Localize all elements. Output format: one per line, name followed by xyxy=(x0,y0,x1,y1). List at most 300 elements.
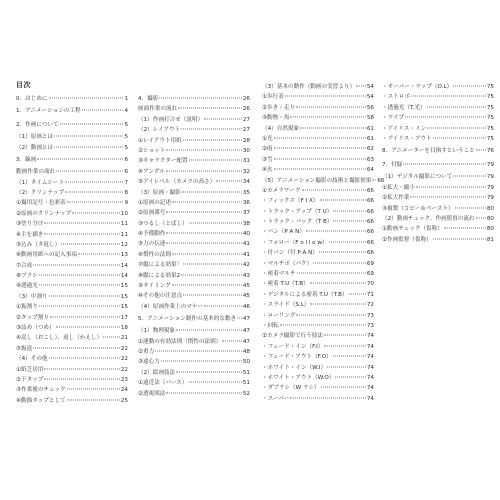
toc-entry-page: 74 xyxy=(366,333,374,340)
toc-entry xyxy=(16,333,128,343)
toc-entry-page: 74 xyxy=(366,395,374,402)
toc-entry xyxy=(16,240,128,250)
toc-entry xyxy=(16,365,128,375)
toc-entry-page: 56 xyxy=(366,104,374,111)
toc-entry-page: 47 xyxy=(242,328,250,335)
toc-entry xyxy=(262,269,374,279)
toc-entry-title: 画面作業の流れ xyxy=(138,106,178,113)
toc-entry-title: ②カメラ撮影で行う技法 xyxy=(262,333,323,340)
toc-entry-title: ⑤込み（タ返し） xyxy=(16,241,61,248)
toc-entry xyxy=(138,136,250,146)
toc-dot-leader xyxy=(33,347,120,348)
toc-entry-title: ④主を描き xyxy=(16,231,44,238)
toc-dot-leader xyxy=(65,181,123,182)
toc-dot-leader xyxy=(183,139,242,140)
toc-entry-page: 66 xyxy=(366,208,374,215)
toc-entry-page: 22 xyxy=(120,345,128,352)
toc-entry xyxy=(382,113,494,123)
toc-entry xyxy=(262,238,374,248)
toc-entry-title: ⑥動画用紙への記入事項 xyxy=(16,252,77,259)
toc-entry-page: 41 xyxy=(242,241,250,248)
toc-entry-page: 4 xyxy=(124,108,128,115)
toc-entry-title: ①歩行表 xyxy=(262,94,284,101)
toc-column-1 xyxy=(16,94,128,406)
toc-entry-title: ③塗り分け xyxy=(16,221,44,228)
toc-entry-page: 13 xyxy=(120,252,128,259)
toc-entry-title: ・トラック・アップ（T U） xyxy=(262,208,333,215)
toc-dot-leader xyxy=(319,252,366,253)
toc-entry xyxy=(262,363,374,373)
toc-entry xyxy=(262,279,374,289)
toc-dot-leader xyxy=(44,223,119,224)
toc-entry-page: 80 xyxy=(486,215,494,222)
toc-dot-leader xyxy=(324,335,366,336)
toc-entry xyxy=(262,383,374,393)
toc-entry-title: ③遠心力 xyxy=(138,359,160,366)
toc-entry-page: 64 xyxy=(366,167,374,174)
toc-dot-leader xyxy=(61,243,120,244)
toc-entry-page: 24 xyxy=(120,387,128,394)
toc-dot-leader xyxy=(280,324,366,325)
toc-entry xyxy=(138,357,250,367)
toc-entry xyxy=(16,104,128,118)
toc-entry xyxy=(262,124,374,134)
toc-entry xyxy=(16,230,128,240)
toc-entry-page: 30 xyxy=(242,147,250,154)
toc-entry-title: ・フェード・アウト（F.O） xyxy=(262,354,332,361)
toc-entry-page: 40 xyxy=(242,231,250,238)
toc-entry xyxy=(262,373,374,383)
toc-entry-page: 72 xyxy=(366,302,374,309)
toc-dot-leader xyxy=(411,96,486,97)
toc-dot-leader xyxy=(274,137,366,138)
toc-entry xyxy=(138,94,250,104)
toc-entry-title: ④動描タップとして xyxy=(16,397,66,404)
toc-entry-title: ④戻し（おこし）、返し（かえし） xyxy=(16,335,103,342)
toc-entry-page: 80 xyxy=(486,226,494,233)
toc-entry-title: ⑦合成 xyxy=(16,262,33,269)
toc-dot-leader xyxy=(290,397,365,398)
toc-entry xyxy=(16,396,128,406)
toc-entry xyxy=(262,207,374,217)
toc-dot-leader xyxy=(290,117,365,118)
toc-entry-title: ・透過光（T.光） xyxy=(382,104,426,111)
toc-entry xyxy=(382,172,494,182)
toc-entry-title: ②下タップ xyxy=(16,376,44,383)
toc-dot-leader xyxy=(82,110,124,111)
toc-dot-leader xyxy=(310,304,365,305)
toc-dot-leader xyxy=(166,233,241,234)
toc-entry xyxy=(16,292,128,302)
toc-entry-page: 14 xyxy=(120,273,128,280)
toc-entry-page: 41 xyxy=(242,251,250,258)
toc-entry-title: （1）作画打合せ（説明） xyxy=(138,116,204,123)
toc-entry-title: ⑩その他の注意点 xyxy=(138,293,183,300)
toc-entry xyxy=(262,311,374,321)
toc-entry-page: 51 xyxy=(242,369,250,376)
toc-entry xyxy=(16,354,128,364)
toc-entry-title: ・トラック・バック（T B） xyxy=(262,219,333,226)
toc-dot-leader xyxy=(204,305,242,306)
toc-entry-page: 66 xyxy=(366,239,374,246)
toc-entry-page: 62 xyxy=(366,146,374,153)
toc-dot-leader xyxy=(427,106,486,107)
toc-entry-page: 15 xyxy=(120,304,128,311)
toc-dot-leader xyxy=(44,378,119,379)
toc-entry-page: 18 xyxy=(120,325,128,332)
toc-dot-leader xyxy=(172,201,242,202)
toc-entry-title: （2）動画チェック、作画監督の流れ xyxy=(382,215,475,222)
toc-dot-leader xyxy=(56,171,123,172)
toc-dot-leader xyxy=(39,285,120,286)
toc-entry-page: 28 xyxy=(242,137,250,144)
toc-entry-page: 10 xyxy=(120,210,128,217)
toc-entry xyxy=(138,326,250,336)
toc-entry-page: 9 xyxy=(124,200,128,207)
toc-dot-leader xyxy=(67,202,124,203)
toc-dot-leader xyxy=(172,253,242,254)
toc-entry-title: ・スーパー xyxy=(262,395,290,402)
toc-entry xyxy=(382,183,494,193)
toc-entry xyxy=(262,113,374,123)
toc-entry xyxy=(138,389,250,399)
toc-entry-page: 61 xyxy=(366,125,374,132)
toc-entry-title: 4．撮影 xyxy=(138,96,159,102)
toc-entry xyxy=(16,219,128,229)
toc-entry-title: （4）その他 xyxy=(16,356,48,363)
toc-dot-leader xyxy=(297,273,366,274)
toc-entry xyxy=(138,302,250,312)
toc-entry-page: 74 xyxy=(366,364,374,371)
toc-dot-leader xyxy=(172,285,242,286)
toc-entry-title: ⑤力の伝達 xyxy=(138,241,166,248)
toc-entry xyxy=(138,167,250,177)
toc-entry-page: 66 xyxy=(366,229,374,236)
toc-entry-page: 36 xyxy=(242,199,250,206)
toc-entry-page: 31 xyxy=(242,158,250,165)
toc-entry-title: ・回転 xyxy=(262,322,279,329)
toc-dot-leader xyxy=(50,316,120,317)
toc-entry-title: ・ホワイト・アウト（W.O） xyxy=(262,374,335,381)
toc-entry-title: ③詰め（つめ） xyxy=(16,325,55,332)
toc-entry-page: 27 xyxy=(242,116,250,123)
toc-entry xyxy=(262,331,374,341)
toc-entry-title: ②作画監督（仮称） xyxy=(382,236,432,243)
toc-dot-leader xyxy=(178,108,242,109)
toc-entry-page: 76 xyxy=(486,148,494,155)
toc-entry-title: ④予備動作 xyxy=(138,231,166,238)
toc-dot-leader xyxy=(39,306,120,307)
toc-entry-title: ・アイリス・アウト xyxy=(382,135,432,142)
toc-entry-page: 15 xyxy=(120,283,128,290)
toc-entry-page: 26 xyxy=(242,96,250,102)
toc-entry-title: ・ホワイト・イン（W.I） xyxy=(262,364,327,371)
toc-entry-title: （4）原画作業上のマナー xyxy=(138,303,204,310)
toc-dot-leader xyxy=(183,264,242,265)
toc-entry-title: （2）動画とは xyxy=(16,144,54,151)
toc-dot-leader xyxy=(72,212,120,213)
toc-entry xyxy=(16,271,128,281)
toc-entry xyxy=(262,300,374,310)
toc-entry xyxy=(382,158,494,172)
toc-entry xyxy=(138,188,250,198)
toc-entry-page: 32 xyxy=(242,168,250,175)
toc-entry-title: （2）レイアウト xyxy=(138,127,181,134)
toc-entry-title: ④アングル xyxy=(138,168,165,175)
toc-dot-leader xyxy=(476,150,486,151)
toc-entry xyxy=(16,167,128,177)
toc-dot-leader xyxy=(49,358,120,359)
toc-entry-page: 66 xyxy=(377,177,385,184)
toc-dot-leader xyxy=(300,127,366,128)
toc-entry-title: （1）原画とは xyxy=(16,134,54,141)
toc-entry xyxy=(262,321,374,331)
toc-entry-title: 0．はじめに xyxy=(16,96,48,102)
toc-entry-title: 3．線画 xyxy=(16,157,37,164)
toc-entry-title: ・密着マルチ xyxy=(262,271,296,278)
toc-dot-leader xyxy=(329,241,366,242)
toc-entry-title: （5）アニメーション撮影の技術と撮影効果 xyxy=(262,177,372,184)
toc-entry xyxy=(16,385,128,395)
toc-entry xyxy=(16,323,128,333)
toc-dot-leader xyxy=(78,254,120,255)
toc-entry-title: （2）クリンナップ xyxy=(16,189,65,196)
toc-dot-leader xyxy=(433,137,486,138)
toc-entry-title: ①運動の有効法則（慣性の法則） xyxy=(138,338,222,345)
toc-dot-leader xyxy=(103,337,120,338)
toc-entry-title: 1．アニメーションの工程 xyxy=(16,108,81,115)
toc-entry xyxy=(138,347,250,357)
toc-entry-page: 79 xyxy=(486,174,494,181)
toc-dot-leader xyxy=(433,238,486,239)
toc-entry-title: ・フォロー（F o l l o w） xyxy=(262,239,328,246)
toc-entry xyxy=(382,103,494,113)
toc-entry xyxy=(138,104,250,114)
toc-entry-page: 81 xyxy=(486,236,494,243)
toc-entry-page: 46 xyxy=(242,303,250,310)
toc-dot-leader xyxy=(155,350,242,351)
toc-entry-title: ・フェード・イン（F.I） xyxy=(262,343,324,350)
toc-entry-page: 21 xyxy=(120,335,128,342)
toc-entry-page: 63 xyxy=(366,156,374,163)
toc-entry xyxy=(16,281,128,291)
toc-entry-title: ⑧ブラシ xyxy=(16,273,38,280)
toc-dot-leader xyxy=(476,217,486,218)
toc-entry-title: ③キャラクター配置 xyxy=(138,158,188,165)
toc-dot-leader xyxy=(176,330,242,331)
toc-entry-title: ①拡大・縮小 xyxy=(382,184,415,191)
toc-dot-leader xyxy=(349,293,366,294)
toc-entry-title: ②透視図法 xyxy=(138,390,166,397)
toc-entry xyxy=(16,250,128,260)
toc-dot-leader xyxy=(237,318,242,319)
toc-dot-leader xyxy=(403,164,486,165)
toc-entry-page: 66 xyxy=(366,219,374,226)
toc-entry xyxy=(262,217,374,227)
toc-entry-page: 17 xyxy=(120,314,128,321)
toc-dot-leader xyxy=(320,200,366,201)
toc-dot-leader xyxy=(285,96,366,97)
toc-entry-title: ②雨 xyxy=(262,146,273,153)
toc-column-3 xyxy=(262,82,385,404)
toc-dot-leader xyxy=(274,158,366,159)
toc-entry-title: ②歩き・走り xyxy=(262,104,295,111)
toc-dot-leader xyxy=(44,368,119,369)
toc-dot-leader xyxy=(216,181,242,182)
toc-entry-page: 45 xyxy=(242,293,250,300)
toc-entry xyxy=(138,250,250,260)
toc-dot-leader xyxy=(49,295,120,296)
toc-column-4 xyxy=(382,82,494,245)
toc-dot-leader xyxy=(166,170,242,171)
toc-dot-leader xyxy=(455,207,486,208)
toc-entry-title: ③つるし（とばし） xyxy=(138,220,188,227)
toc-entry-title: 7．付録 xyxy=(382,162,403,169)
toc-entry-title: ①カメラワーク xyxy=(262,187,301,194)
toc-entry-page: 79 xyxy=(486,195,494,202)
toc-entry-page: 50 xyxy=(242,359,250,366)
toc-entry-page: 54 xyxy=(366,94,374,101)
toc-dot-leader xyxy=(67,389,120,390)
toc-entry-page: 47 xyxy=(242,338,250,345)
toc-entry-title: （1）デジタル撮影について xyxy=(382,174,453,181)
toc-entry-title: ②タップ割り xyxy=(16,314,49,321)
toc-entry xyxy=(138,312,250,326)
toc-entry-title: ・スライド（S.L） xyxy=(262,302,310,309)
toc-entry xyxy=(138,378,250,388)
toc-dot-leader xyxy=(183,295,242,296)
toc-dot-leader xyxy=(296,106,366,107)
toc-entry-page: 74 xyxy=(366,343,374,350)
toc-entry-title: （3）中割り xyxy=(16,293,48,300)
toc-entry xyxy=(138,208,250,218)
toc-dot-leader xyxy=(274,169,366,170)
toc-entry xyxy=(382,235,494,245)
toc-entry-title: ③動物・馬 xyxy=(262,115,290,122)
toc-entry-title: （3）基本の動作（動画の実習より） xyxy=(262,84,356,90)
toc-entry xyxy=(262,342,374,352)
toc-entry-page: 25 xyxy=(120,397,128,404)
toc-dot-leader xyxy=(166,149,242,150)
toc-entry-page: 75 xyxy=(486,125,494,132)
toc-entry xyxy=(16,375,128,385)
toc-entry xyxy=(262,196,374,206)
toc-entry xyxy=(138,177,250,187)
toc-entry xyxy=(262,92,374,102)
toc-dot-leader xyxy=(427,127,486,128)
toc-entry-page: 70 xyxy=(366,281,374,288)
toc-entry-title: ・フィックス（F I X） xyxy=(262,198,319,205)
toc-entry-title: ②拡大作業 xyxy=(382,195,410,202)
toc-entry-page: 58 xyxy=(366,115,374,122)
toc-entry-title: 2．作画について xyxy=(16,122,59,129)
toc-entry xyxy=(262,144,374,154)
toc-entry xyxy=(16,198,128,208)
toc-entry-page: 23 xyxy=(120,376,128,383)
toc-entry xyxy=(262,165,374,175)
toc-dot-leader xyxy=(333,221,365,222)
toc-entry-page: 5 xyxy=(124,122,128,129)
toc-entry-page: 66 xyxy=(366,187,374,194)
toc-entry-title: 5．アニメーション制作の基本的な動き xyxy=(138,316,237,323)
toc-entry xyxy=(138,271,250,281)
toc-entry xyxy=(16,302,128,312)
toc-dot-leader xyxy=(49,98,124,99)
toc-entry-title: ・付パン（付 P A N） xyxy=(262,250,318,257)
toc-entry-page: 69 xyxy=(366,260,374,267)
toc-entry xyxy=(138,146,250,156)
toc-entry-page: 80 xyxy=(486,205,494,212)
toc-dot-leader xyxy=(60,124,124,125)
toc-entry-page: 22 xyxy=(120,366,128,373)
toc-dot-leader xyxy=(37,159,123,160)
toc-entry-title: ・ダブラシ（W ラシ） xyxy=(262,385,320,392)
toc-entry-title: ①動画チェック（仮称） xyxy=(382,226,443,233)
toc-dot-leader xyxy=(67,399,120,400)
toc-dot-leader xyxy=(176,371,242,372)
toc-entry xyxy=(16,118,128,132)
toc-entry-page: 45 xyxy=(242,283,250,290)
toc-entry-title: ①光 xyxy=(262,135,273,142)
toc-entry xyxy=(382,134,494,144)
toc-entry-title: ・ローリング xyxy=(262,312,296,319)
toc-entry xyxy=(262,352,374,362)
toc-entry xyxy=(262,227,374,237)
toc-dot-leader xyxy=(453,86,486,87)
toc-entry xyxy=(138,281,250,291)
toc-entry-page: 79 xyxy=(486,162,494,169)
toc-entry-page: 66 xyxy=(366,250,374,257)
toc-entry-title: ⑥慣性の法則 xyxy=(138,251,171,258)
toc-entry-title: ①レイアウト用紙 xyxy=(138,137,182,144)
toc-entry-page: 69 xyxy=(366,271,374,278)
toc-entry-title: ③雪 xyxy=(262,156,273,163)
toc-entry xyxy=(138,156,250,166)
toc-dot-leader xyxy=(189,222,242,223)
toc-entry-title: ・ストロボ xyxy=(382,94,410,101)
toc-entry-page: 48 xyxy=(242,348,250,355)
toc-dot-leader xyxy=(222,340,242,341)
toc-entry-page: 37 xyxy=(242,210,250,217)
toc-dot-leader xyxy=(310,283,366,284)
toc-dot-leader xyxy=(189,160,242,161)
toc-entry-page: 52 xyxy=(242,390,250,397)
toc-entry xyxy=(382,214,494,224)
toc-entry-page: 8 xyxy=(124,189,128,196)
toc-entry xyxy=(262,248,374,258)
toc-entry xyxy=(262,176,385,186)
toc-entry-page: 15 xyxy=(120,293,128,300)
toc-entry-page: 71 xyxy=(366,291,374,298)
toc-entry-page: 5 xyxy=(124,144,128,151)
toc-entry-page: 75 xyxy=(486,115,494,122)
toc-entry-page: 74 xyxy=(366,354,374,361)
toc-dot-leader xyxy=(296,314,365,315)
toc-dot-leader xyxy=(39,275,120,276)
toc-entry-page: 73 xyxy=(366,312,374,319)
toc-entry-page: 54 xyxy=(366,84,374,90)
toc-entry-title: ③作業後のチェック xyxy=(16,387,66,394)
toc-dot-leader xyxy=(372,179,376,180)
toc-column-2 xyxy=(138,94,250,399)
toc-dot-leader xyxy=(416,186,486,187)
toc-entry-page: 74 xyxy=(366,374,374,381)
toc-entry xyxy=(382,204,494,214)
toc-entry-title: ①撮用記号・色彩表 xyxy=(16,200,66,207)
toc-entry-page: 42 xyxy=(242,262,250,269)
toc-entry-title: 動画作業の流れ xyxy=(16,169,56,176)
toc-entry-title: ④火 xyxy=(262,167,273,174)
